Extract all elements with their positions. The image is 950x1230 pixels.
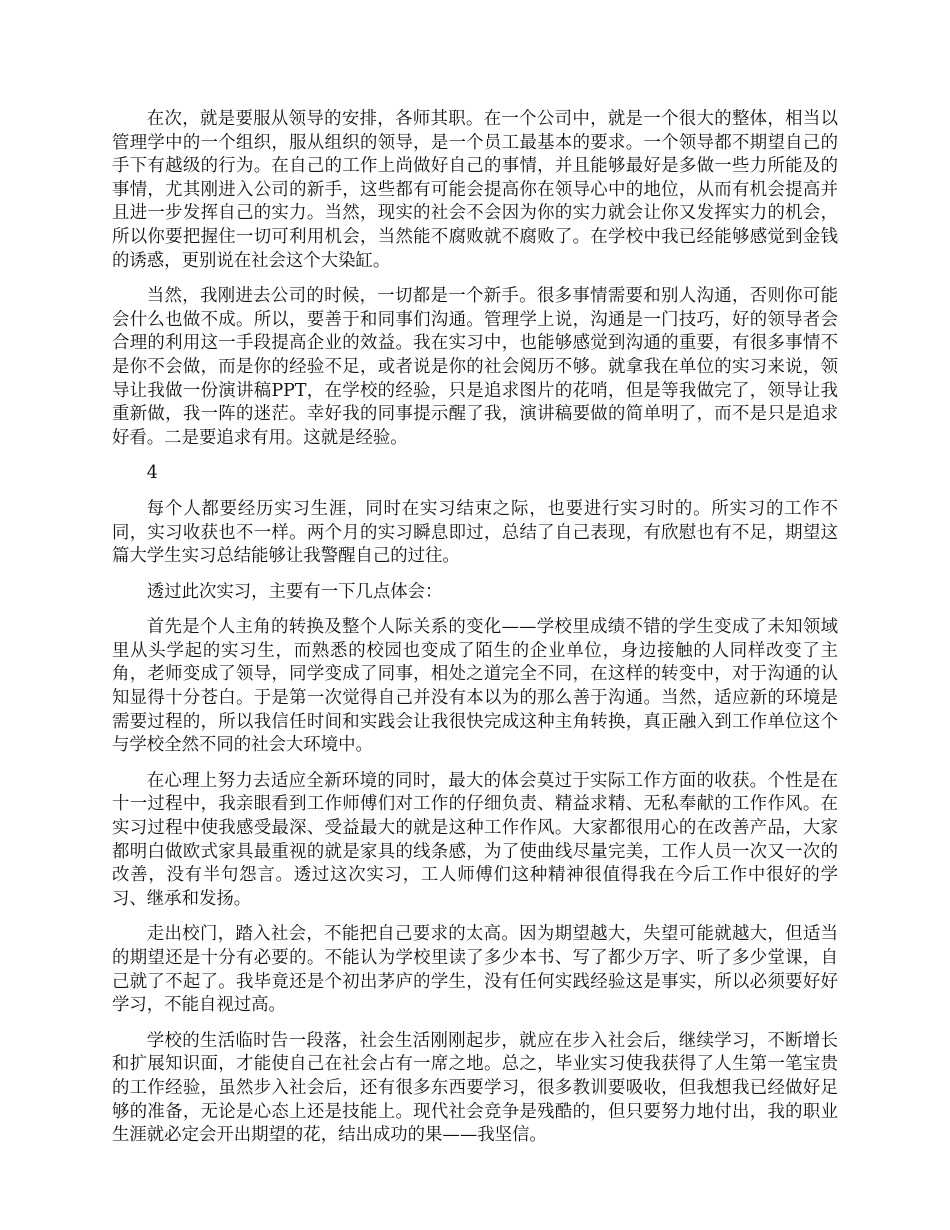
paragraph-expectations: 走出校门，踏入社会，不能把自己要求的太高。因为期望越大，失望可能就越大，但适当的期望还是十分有必要的。不能认为学校里读了多少本书、写了都少万字、听了多少堂课，自己就了不起了。我毕竟还是个初出茅庐的学生，没有任何实践经验这是事实，所以必须要好好学习，不能自视过高。 [112,924,838,1016]
section-number: 4 [146,463,158,484]
paragraph-role-change: 首先是个人主角的转换及整个人际关系的变化——学校里成绩不错的学生变成了未知领域里从头学起的实习生，而熟悉的校园也变成了陌生的企业单位，身边接触的人同样改变了主角，老师变成了领导，同学变成了同事，相处之道完全不同，在这样的转变中，对于沟通的认知显得十分苍白。于是第一次觉得自己并没有本以为的那么善于沟通。当然，适应新的环境是需要过程的，所以我信任时间和实践会让我很快完成这种主角转换，真正融入到工作单位这个与学校全然不同的社会大环境中。 [112,617,838,756]
paragraph-obey-leadership: 在次，就是要服从领导的安排，各师其职。在一个公司中，就是一个很大的整体，相当以管理学中的一个组织，服从组织的领导，是一个员工最基本的要求。一个领导都不期望自己的手下有越级的行为。在自己的工作上尚做好自己的事情，并且能够最好是多做一些力所能及的事情，尤其刚进入公司的新手，这些都有可能会提高你在领导心中的地位，从而有机会提高并且进一步发挥自己的实力。当然，现实的社会不会因为你的实力就会让你又发挥实力的机会，所以你要把握住一切可利用机会，当然能不腐败就不腐败了。在学校中我已经能够感觉到金钱的诱惑，更别说在社会这个大染缸。 [112,109,838,271]
document-body [112,108,838,1160]
paragraph-experience-lead: 透过此次实习，主要有一下几点体会： [146,581,443,602]
paragraph-internship-intro: 每个人都要经历实习生涯，同时在实习结束之际，也要进行实习时的。所实习的工作不同，实习收获也不一样。两个月的实习瞬息即过，总结了自己表现，有欣慰也有不足，期望这篇大学生实习总结能够让我警醒自己的过往。 [112,498,838,567]
paragraph-conclusion: 学校的生活临时告一段落，社会生活刚刚起步，就应在步入社会后，继续学习，不断增长和扩展知识面，才能使自己在社会占有一席之地。总之，毕业实习使我获得了人生第一笔宝贵的工作经验，虽然步入社会后，还有很多东西要学习，很多教训要吸收，但我想我已经做好足够的准备，无论是心态上还是技能上。现代社会竞争是残酷的，但只要努力地付出，我的职业生涯就必定会开出期望的花，结出成功的果——我坚信。 [112,1030,838,1146]
paragraph-communication: 当然，我刚进去公司的时候，一切都是一个新手。很多事情需要和别人沟通，否则你可能会什么也做不成。所以，要善于和同事们沟通。管理学上说，沟通是一门技巧，好的领导者会合理的利用这一手段提高企业的效益。我在实习中，也能够感觉到沟通的重要，有很多事情不是你不会做，而是你的经验不足，或者说是你的社会阅历不够。就拿我在单位的实习来说，领导让我做一份演讲稿PPT，在学校的经验，只是追求图片的花哨，但是等我做完了，领导让我重新做，我一阵的迷茫。幸好我的同事提示醒了我，演讲稿要做的简单明了，而不是只是追求好看。二是要追求有用。这就是经验。 [112,286,838,448]
paragraph-work-attitude: 在心理上努力去适应全新环境的同时，最大的体会莫过于实际工作方面的收获。个性是在十一过程中，我亲眼看到工作师傅们对工作的仔细负责、精益求精、无私奉献的工作作风。在实习过程中使我感受最深、受益最大的就是这种工作作风。大家都很用心的在改善产品，大家都明白做欧式家具最重视的就是家具的线条感，为了使曲线尽量完美，工作人员一次又一次的改善，没有半句怨言。透过这次实习，工人师傅们这种精神很值得我在今后工作中很好的学习、继承和发扬。 [112,770,838,909]
